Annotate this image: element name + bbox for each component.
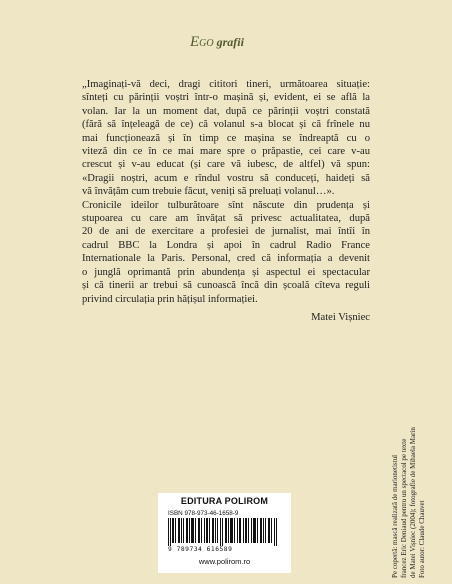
blurb-line: sînteți cu părinții voștri într-o mașină și, evident, ei se află la [82, 92, 370, 104]
barcode-icon [168, 518, 281, 546]
blurb-line: o junglă oprimantă prin abundența și aspectul ei spectacular [82, 266, 370, 278]
series-logo-letter-e: E [190, 34, 200, 50]
credits-line: francez Eric Deniaud pentru un spectacol pe texte [400, 438, 408, 578]
blurb-line: Cronicile ideilor tulburătoare sînt născute din prudența și [82, 199, 370, 211]
blurb-line: vă învățăm cum trebuie făcut, veniți să preluați volanul…». [82, 186, 335, 198]
blurb-line: volan. Iar la un moment dat, după ce părinții voștri constată [82, 105, 370, 117]
blurb-line: «Dragii noștri, acum e rîndul vostru să conduceți, haideți să [82, 172, 370, 184]
blurb-line: „Imaginați-vă deci, dragi cititori tineri, următoarea situație: [82, 79, 370, 90]
blurb-line: 20 de ani de exercitare a profesiei de jurnalist, mai întîi în [82, 226, 370, 238]
cover-credits [391, 427, 427, 578]
series-logo-word: grafii [216, 35, 244, 49]
publisher-website: www.polirom.ro [198, 557, 251, 566]
blurb-line: cadrul BBC la Londra și apoi în cadrul Radio France [82, 239, 370, 251]
blurb-line: și că tinerii ar trebui să cunoască încă din școală cîteva reguli [82, 280, 370, 292]
credits-line: Pe copertă: mască realizată de marionetistul [391, 454, 399, 578]
blurb-line: Internationale la Paris. Personal, cred că informația a devenit [82, 253, 370, 265]
blurb-line: viteză din ce în ce mai mare spre o prăpastie, cei care v-au [82, 146, 370, 158]
cover-blurb [82, 78, 370, 324]
isbn-label: ISBN 978-973-46-1658-9 [168, 510, 239, 517]
blurb-line: (fără să înțeleagă de ce) că volanul s-a blocat și că frînele nu [82, 119, 370, 131]
publisher-box [158, 493, 291, 573]
publisher-name: EDITURA POLIROM [180, 496, 269, 506]
blurb-line: privind circulația prin hățișul informației. [82, 293, 258, 305]
blurb-line: stupoarea cu care am învățat să privesc actualitatea, după [82, 213, 370, 225]
series-logo [190, 33, 244, 51]
barcode-digits: 9 789734 616589 [168, 546, 233, 553]
blurb-line: mai funcționează și în timp ce mașina se îndreaptă cu o [82, 132, 370, 144]
credits-line: de Matei Vișniec (2004); fotografie de Mihaela Marin [409, 427, 417, 578]
series-logo-letters-go: GO [199, 38, 214, 49]
credits-line: Foto autor: Claude Chauvet [418, 500, 426, 578]
blurb-line: crescut și v-au educat (și care vă iubesc, de altfel) vă spun: [82, 159, 370, 171]
blurb-author: Matei Vișniec [311, 311, 370, 323]
